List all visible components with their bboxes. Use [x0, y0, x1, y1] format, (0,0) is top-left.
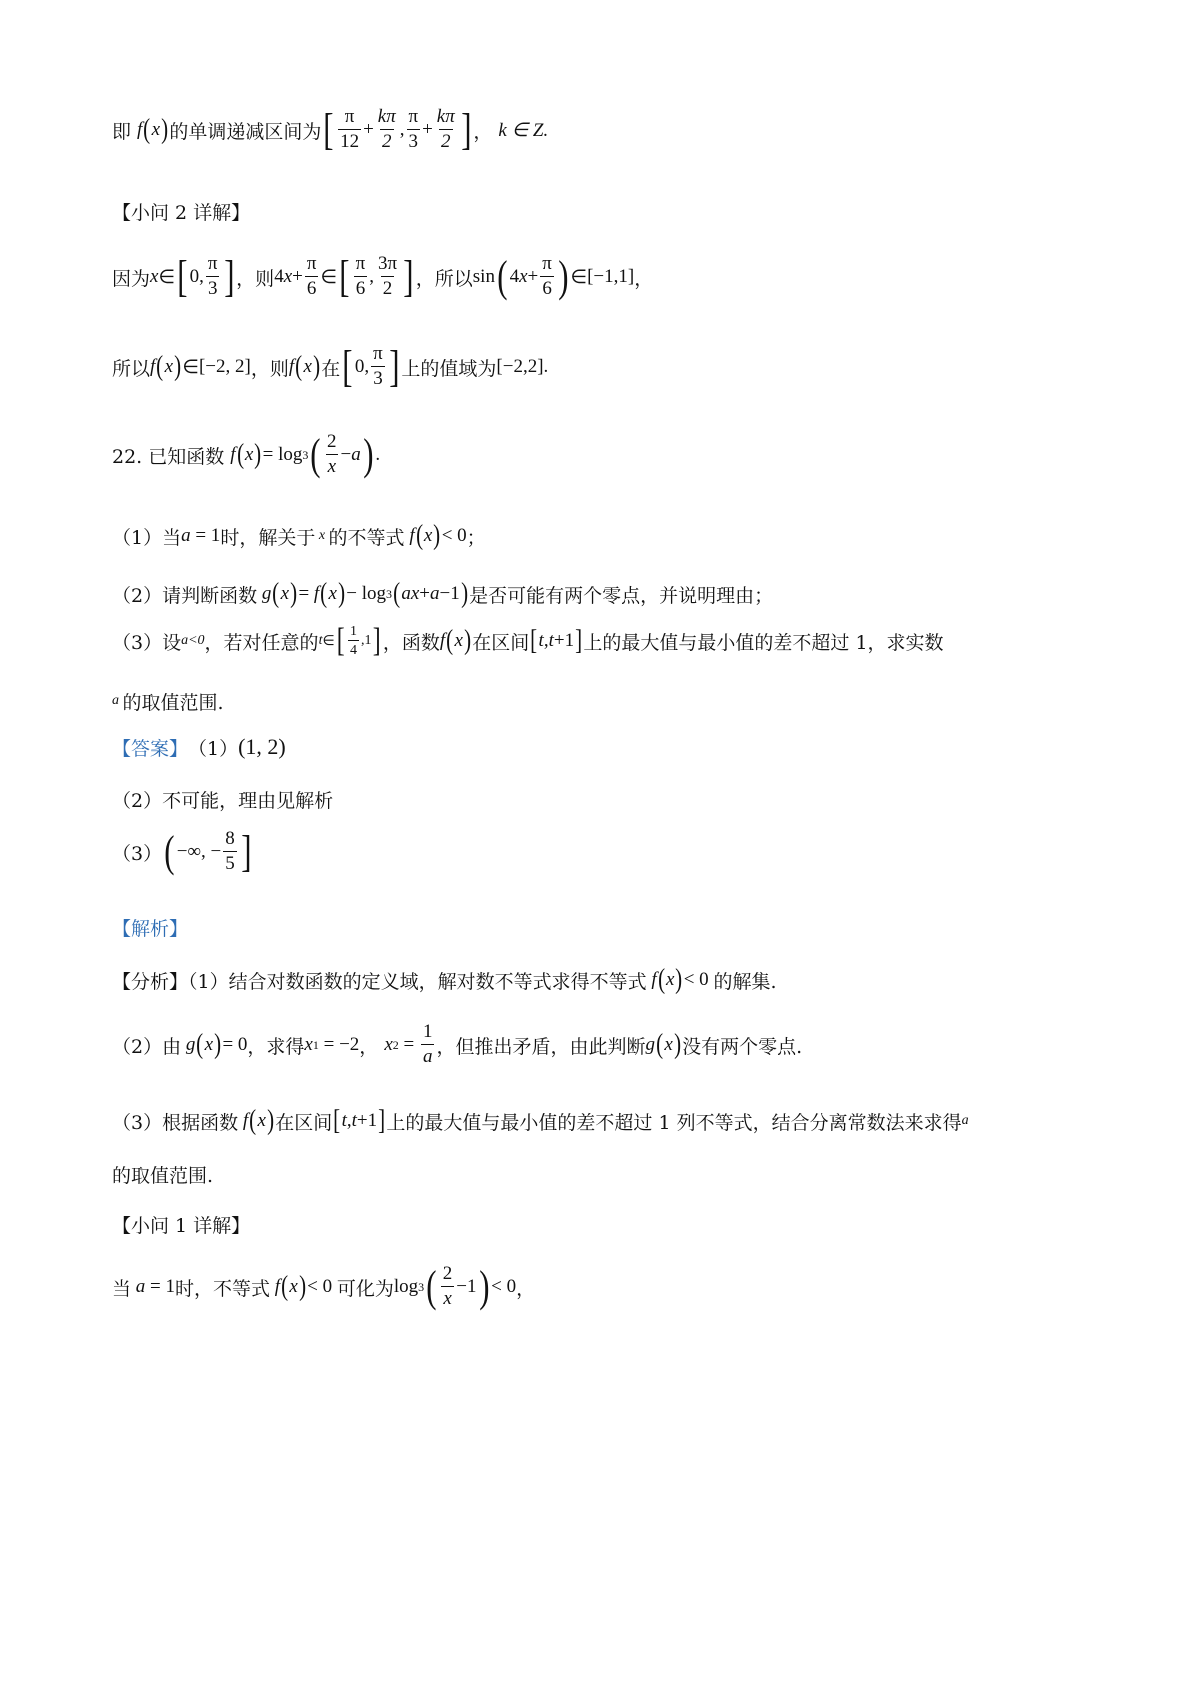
text: 当 — [112, 1277, 132, 1300]
solution-part1-start: 当 a = 1 时，不等式 f ( x ) < 0 可化为 log 3 ( $\frac{2}{x}$ −1 ) < 0 ， — [112, 1262, 536, 1311]
text: （2）由 — [112, 1035, 182, 1058]
answer-label: 【答案】 — [112, 737, 189, 760]
text: （1） — [188, 737, 239, 760]
text: 时，不等式 — [174, 1277, 270, 1300]
text: 即 — [112, 120, 132, 143]
line-value-range: 所以 f ( x ) ∈ [−2, 2] ，则 f ( x ) 在 [ 0, $\frac{\pi}{3}$ ] 上的值域为 [−2,2]. — [112, 342, 549, 391]
text: ，若对任意的 — [204, 631, 319, 654]
analysis-part1: 【分析】（1）结合对数函数的定义域，解对数不等式求得不等式 f ( x ) < 0 的解集. — [112, 964, 777, 995]
problem-22-stem: 22. 已知函数 f ( x ) = log 3 ( $\frac{2}{x}$ − a ) . — [112, 430, 381, 479]
text: k ∈ Z. — [498, 119, 549, 141]
text: 在区间 — [472, 631, 530, 654]
text: ，但推出矛盾，由此判断 — [436, 1035, 646, 1058]
text: 在区间 — [275, 1111, 333, 1134]
text: ，所以 — [415, 267, 473, 290]
text: ，求得 — [247, 1035, 305, 1058]
text: 没有两个零点. — [682, 1035, 803, 1058]
text: 【分析】（1）结合对数函数的定义域，解对数不等式求得不等式 — [112, 970, 647, 993]
text: 上的最大值与最小值的差不超过 1 列不等式，结合分离常数法来求得 — [386, 1111, 962, 1134]
text: （3）设 — [112, 631, 182, 654]
problem-22-part1: （1）当 a = 1 时，解关于 x 的不等式 f ( x ) < 0 ； — [112, 520, 486, 551]
left-bracket: [ — [323, 105, 334, 154]
text: 是否可能有两个零点，并说明理由； — [469, 584, 774, 607]
fraction: $\frac{k\pi}{2}$ — [436, 106, 455, 152]
math-range: [−1,1] — [587, 266, 635, 287]
text: 的不等式 — [328, 526, 405, 549]
text: ，则 — [250, 357, 289, 380]
analysis-part3: （3）根据函数 f ( x ) 在区间 [ t , t +1 ] 上的最大值与最小值的差不超过 1 列不等式，结合分离常数法来求得 a — [112, 1105, 969, 1136]
text: 所以 — [112, 357, 151, 380]
fraction: $\frac{k\pi}{2}$ — [377, 106, 396, 152]
text: ，则 — [236, 267, 275, 290]
answer-part1: 【答案】 （1） (1, 2) — [112, 734, 286, 760]
text: 22. 已知函数 — [112, 445, 225, 468]
text: 可化为 — [336, 1277, 394, 1300]
problem-22-part3-cont: a 的取值范围. — [112, 685, 1100, 717]
text: 上的最大值与最小值的差不超过 1，求实数 — [583, 631, 944, 654]
text: （2）不可能，理由见解析 — [112, 789, 334, 812]
line-monotonic-interval: 即 f ( x ) 的单调递减区间为 [ $\frac{\pi}{12}$ + $\frac{k\pi}{2}$ , $\frac{\pi}{3}$ + $\frac{k\pi}{2}$ ] ， k ∈ Z. — [112, 105, 549, 154]
text: ，函数 — [382, 631, 440, 654]
text: 的取值范围. — [122, 691, 224, 714]
text: 上的值域为 — [401, 357, 497, 380]
section-heading-q2 — [112, 196, 1100, 226]
text: 的解集. — [713, 970, 777, 993]
section-heading-q1 — [112, 1208, 1100, 1240]
heading: 【小问 2 详解】 — [112, 201, 251, 224]
fraction: $\frac{\pi}{12}$ — [340, 106, 360, 152]
analysis-label-text: 【解析】 — [112, 917, 189, 940]
problem-22-part3: （3）设 a<0 ，若对任意的 t ∈ [ $\frac{1}{4}$ ,1 ] ，函数 f ( x ) 在区间 [ t , t +1 ] 上的最大值与最小值的差不超过 1，求实数 — [112, 622, 944, 659]
text: 的单调递减区间为 — [169, 120, 322, 143]
heading: 【小问 1 详解】 — [112, 1214, 251, 1237]
answer-part3: （3） ( −∞, − $\frac{8}{5}$ ] — [112, 827, 252, 876]
text: 因为 — [112, 267, 151, 290]
math-fx: f — [137, 119, 143, 140]
right-bracket: ] — [460, 105, 472, 154]
text: （3）根据函数 — [112, 1111, 239, 1134]
text: 的取值范围. — [112, 1164, 214, 1187]
text: 在 — [321, 357, 341, 380]
text: 时，解关于 — [220, 526, 316, 549]
problem-22-part2: （2）请判断函数 g ( x ) = f ( x ) − log 3 ( ax + a −1 ) 是否可能有两个零点，并说明理由； — [112, 578, 774, 609]
text: （3） — [112, 842, 163, 865]
fraction: $\frac{\pi}{3}$ — [408, 106, 419, 152]
analysis-part2: （2）由 g ( x ) = 0 ，求得 x 1 = −2 ， x 2 = $\frac{1}{a}$ ，但推出矛盾，由此判断 g ( x ) 没有两个零点. — [112, 1021, 803, 1067]
answer-part2 — [112, 782, 1100, 816]
analysis-label — [112, 911, 1100, 943]
text: （1）当 — [112, 526, 182, 549]
text: （2）请判断函数 — [112, 584, 258, 607]
line-range-derivation: 因为 x ∈ [ 0, $\frac{\pi}{3}$ ] ，则 4 x + $\frac{\pi}{6}$ ∈ [ $\frac{\pi}{6}$ , $\frac{3\pi}{2}$ ] ，所以 sin ( 4 x + $\frac{\pi}{6}$ ) ∈ [−1,1] ， — [112, 252, 654, 301]
analysis-part3-cont — [112, 1158, 1100, 1190]
